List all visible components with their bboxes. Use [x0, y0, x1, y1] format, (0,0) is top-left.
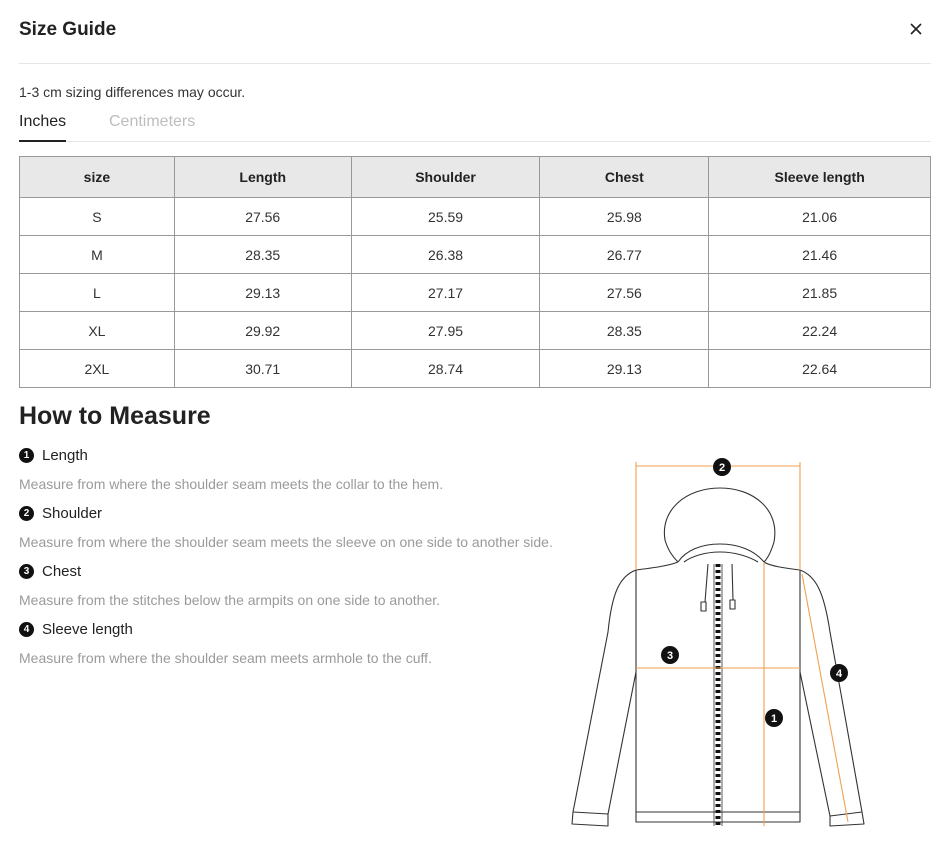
number-2-icon: 2 — [19, 506, 34, 521]
tab-inches[interactable]: Inches — [19, 113, 66, 142]
table-cell: 21.46 — [709, 236, 931, 274]
size-table — [19, 156, 931, 388]
table-row — [20, 312, 931, 350]
table-cell: 26.38 — [351, 236, 540, 274]
svg-text:3: 3 — [666, 650, 674, 662]
table-cell: S — [20, 198, 175, 236]
table-cell: 28.74 — [351, 350, 540, 388]
table-row — [20, 350, 931, 388]
measure-label: Length — [42, 446, 88, 464]
table-cell: 21.06 — [709, 198, 931, 236]
measure-description: Measure from the stitches below the armpits on one side to another. — [19, 592, 441, 608]
table-cell: 29.13 — [174, 274, 351, 312]
measure-label: Sleeve length — [42, 620, 133, 638]
measure-label: Shoulder — [42, 504, 103, 522]
table-cell: 28.35 — [174, 236, 351, 274]
number-4-icon: 4 — [19, 622, 34, 637]
number-1-icon: 1 — [19, 448, 34, 463]
table-cell: M — [20, 236, 175, 274]
measure-description: Measure from where the shoulder seam meets the sleeve on one side to another side. — [19, 534, 553, 550]
measure-item-shoulder — [19, 504, 553, 550]
table-cell: 22.64 — [709, 350, 931, 388]
table-cell: 28.35 — [540, 312, 709, 350]
table-cell: XL — [20, 312, 175, 350]
table-cell: 22.24 — [709, 312, 931, 350]
unit-tabs — [19, 113, 931, 142]
table-cell: 2XL — [20, 350, 175, 388]
tab-centimeters[interactable]: Centimeters — [109, 113, 196, 130]
number-3-icon: 3 — [19, 564, 34, 579]
table-cell: 21.85 — [709, 274, 931, 312]
column-header: Sleeve length — [709, 157, 931, 198]
measure-item-chest — [19, 562, 440, 608]
column-header: Shoulder — [351, 157, 540, 198]
table-cell: L — [20, 274, 175, 312]
table-cell: 27.17 — [351, 274, 540, 312]
table-cell: 25.59 — [351, 198, 540, 236]
table-header-row — [20, 157, 931, 198]
hoodie-measurement-illustration — [568, 452, 868, 832]
table-cell: 30.71 — [174, 350, 351, 388]
sizing-note: 1-3 cm sizing differences may occur. — [19, 84, 246, 100]
measure-label: Chest — [42, 562, 82, 580]
table-cell: 25.98 — [540, 198, 709, 236]
table-cell: 27.56 — [174, 198, 351, 236]
table-cell: 29.13 — [540, 350, 709, 388]
measure-item-length — [19, 446, 443, 492]
table-row — [20, 236, 931, 274]
measurement-markers — [661, 458, 848, 727]
modal-header — [19, 18, 931, 64]
column-header: Chest — [540, 157, 709, 198]
column-header: Length — [174, 157, 351, 198]
table-cell: 27.95 — [351, 312, 540, 350]
measure-description: Measure from where the shoulder seam meets the collar to the hem. — [19, 476, 444, 492]
table-row — [20, 198, 931, 236]
table-cell: 29.92 — [174, 312, 351, 350]
measure-description: Measure from where the shoulder seam meets armhole to the cuff. — [19, 650, 432, 666]
page-title: Size Guide — [19, 19, 117, 40]
table-row — [20, 274, 931, 312]
measure-item-sleeve — [19, 620, 432, 666]
table-cell: 26.77 — [540, 236, 709, 274]
how-to-measure-title: How to Measure — [19, 402, 211, 430]
svg-text:2: 2 — [718, 462, 726, 474]
svg-text:1: 1 — [770, 713, 778, 725]
table-cell: 27.56 — [540, 274, 709, 312]
svg-text:4: 4 — [835, 668, 843, 680]
close-icon[interactable] — [907, 20, 925, 38]
column-header: size — [20, 157, 175, 198]
